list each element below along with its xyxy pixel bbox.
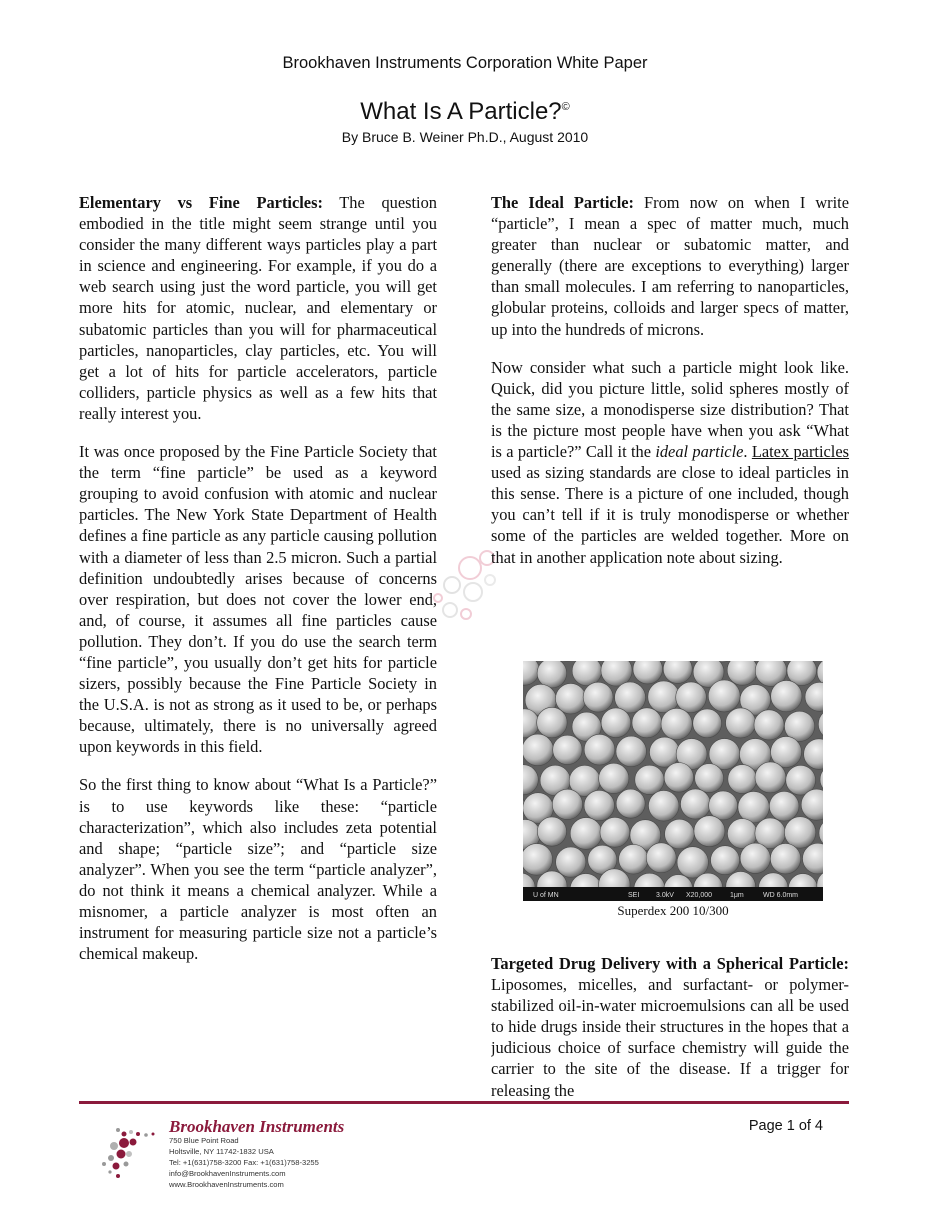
title-text: What Is A Particle? bbox=[360, 98, 562, 125]
paragraph-drug-delivery bbox=[491, 953, 849, 1100]
footer-email-link[interactable]: info@BrookhavenInstruments.com bbox=[169, 1169, 286, 1178]
paragraph-text: Liposomes, micelles, and surfactant- or polymer-stabilized oil-in-water microemulsions can all be used to hide drugs inside their structures in the hopes that a judicious choice of surface chemistry will guide the carrier to the site of the disease. If a trigger for releasing the bbox=[491, 975, 849, 1100]
footer-web-link[interactable]: www.BrookhavenInstruments.com bbox=[169, 1180, 284, 1189]
latex-particles-link[interactable]: Latex particles bbox=[751, 442, 850, 462]
paragraph-text: . bbox=[743, 442, 752, 462]
right-column-continued bbox=[491, 953, 849, 1100]
figure-caption: Superdex 200 10/300 bbox=[617, 903, 729, 918]
paragraph-text: Now consider what such a particle might look like. Quick, did you picture little, solid spheres mostly of the same size, a monodisperse size distribution? That is the picture most people have when you ask “What is a particle?” Call it the bbox=[491, 357, 849, 462]
footer-address-line1: 750 Blue Point Road bbox=[169, 1136, 239, 1145]
footer-phone: Tel: +1(631)758-3200 Fax: +1(631)758-3255 bbox=[169, 1158, 319, 1167]
sem-micrograph-figure bbox=[523, 661, 823, 901]
footer-rule bbox=[79, 1101, 849, 1104]
byline: By Bruce B. Weiner Ph.D., August 2010 bbox=[341, 129, 589, 145]
sem-scale: 1μm bbox=[730, 892, 744, 899]
paragraph-ideal-particle bbox=[491, 192, 849, 340]
left-column bbox=[79, 192, 437, 981]
document-header: Brookhaven Instruments Corporation White Paper bbox=[282, 54, 648, 72]
footer-address-line2: Holtsville, NY 11742-1832 USA bbox=[169, 1147, 274, 1156]
sem-working-distance: WD 6.0mm bbox=[763, 892, 798, 899]
paragraph-text: The question embodied in the title might seem strange until you consider the many different ways particles play a part in science and engineering. For example, if you do a web search using just the word particle, you will get more hits for atomic, nuclear, and elementary or subatomic particles than you will for pharmaceutical particles, nanoparticles, clay particles, etc. You will get a lot of hits for particle accelerators, particle colliders, particle physics as well as a few hits that really interest you. bbox=[79, 193, 437, 423]
paragraph-picture bbox=[491, 357, 849, 568]
footer-brand-name: Brookhaven Instruments bbox=[169, 1117, 345, 1136]
paragraph-fine-particle: It was once proposed by the Fine Particle Society that the term “fine particle” be used as a keyword grouping to avoid confusion with atomic and nuclear particles. The New York State Department of Health defines a fine particle as any particle causing pollution with a diameter of less than 2.5 micron. Such a partial definition undoubtedly arises because of concerns over respiration, but does not cover the lower end, and, of course, it assumes all fine particles cause pollution. They don’t. If you do use the search term “fine particle”, you usually don’t get hits for particle sizers, possibly because the Fine Particle Society in the U.S.A. is not as strong as it used to be, or perhaps because, ultimately, there is no universally agreed upon keywords in this field. bbox=[79, 442, 437, 757]
paragraph-text: From now on when I write “particle”, I mean a spec of matter much, much greater than nuclear or subatomic matter, and generally (there are exceptions to everything) larger than small molecules. I am referring to nanoparticles, globular proteins, colloids and larger specs of matter, up into the hundreds of microns. bbox=[491, 193, 849, 339]
italic-term: ideal particle bbox=[655, 442, 744, 462]
sem-magnification: X20,000 bbox=[686, 892, 713, 899]
document-title bbox=[0, 98, 930, 126]
right-column bbox=[491, 192, 849, 585]
section-heading-drug-delivery: Targeted Drug Delivery with a Spherical Particle: bbox=[491, 954, 849, 973]
paragraph-elementary bbox=[79, 192, 437, 424]
section-heading-ideal: The Ideal Particle: bbox=[491, 193, 634, 212]
sem-voltage: 3.0kV bbox=[656, 892, 674, 899]
copyright-mark: © bbox=[561, 101, 570, 113]
sem-info-label: U of MN bbox=[533, 892, 559, 899]
paragraph-keywords: So the first thing to know about “What Is a Particle?” is to use keywords like these: “particle characterization”, which also includes zeta potential and shape; “particle size”; and “particle size analyzer”. When you see the term “particle analyzer”, do not think it means a chemical analyzer. While a misnomer, a particle analyzer is most often an instrument for measuring particle size not a particle’s chemical makeup. bbox=[79, 775, 437, 964]
page-number: Page 1 of 4 bbox=[748, 1118, 823, 1134]
section-heading-elementary: Elementary vs Fine Particles: bbox=[79, 193, 323, 212]
sem-mode: SEI bbox=[628, 892, 640, 899]
paragraph-text: used as sizing standards are close to ideal particles in this sense. There is a picture of one included, though you can’t tell if it is truly monodisperse or whether some of the particles are welded together. More on that in another application note about sizing. bbox=[491, 463, 849, 567]
sem-micrograph-image bbox=[523, 661, 823, 901]
